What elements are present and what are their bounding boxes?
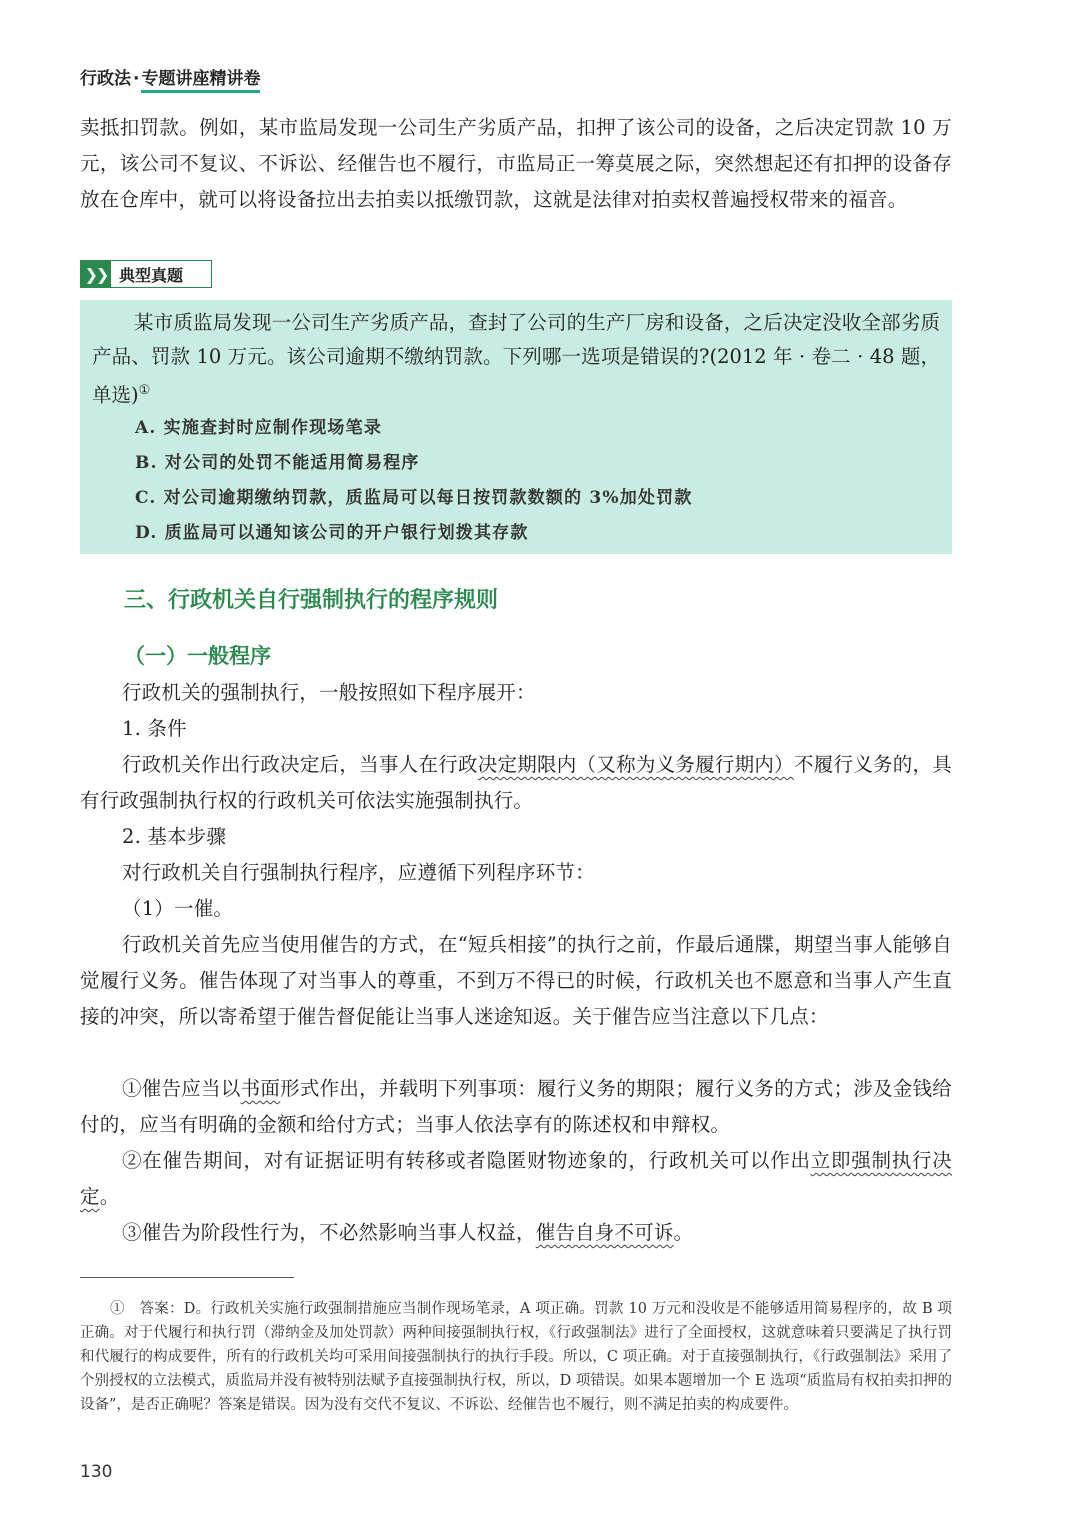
intro-paragraph: 卖抵扣罚款。例如，某市监局发现一公司生产劣质产品，扣押了该公司的设备，之后决定罚款 10 万元，该公司不复议、不诉讼、经催告也不履行，市监局正一筹莫展之际，突然想起还有扣押的设备存放在仓库中，就可以将设备拉出去拍卖以抵缴罚款，这就是法律对拍卖权普遍授权带来的福音。 [80,116,952,211]
section-title: 三、行政机关自行强制执行的程序规则 [124,588,499,613]
header-dot: · [133,69,140,89]
emphasis-not-litigable: 催告自身不可诉 [535,1221,674,1244]
body-paragraph-5: ①催告应当以书面形式作出，并载明下列事项：履行义务的期限；履行义务的方式；涉及金钱给付的，应当有明确的金额和给付方式；当事人依法享有的陈述权和申辩权。 [80,1077,952,1136]
tag-label: 典型真题 [119,265,184,285]
heading-conditions: 1. 条件 [122,717,187,740]
subsection-title: （一）一般程序 [124,643,271,668]
body-paragraph-1: 行政机关的强制执行，一般按照如下程序展开： [122,681,536,704]
emphasis-immediate-enforcement: 立即强制执行决定 [80,1149,952,1208]
running-header [80,64,260,93]
footnote-divider [80,1277,294,1278]
option-d: D. 质监局可以通知该公司的开户银行划拨其存款 [135,523,529,543]
question-box [80,300,952,554]
question-stem: 某市质监局发现一公司生产劣质产品，查封了公司的生产厂房和设备，之后决定没收全部劣质产品、罚款 10 万元。该公司逾期不缴纳罚款。下列哪一选项是错误的?(2012 年 · 卷二 · 48 题，单选)① [92,311,940,407]
double-chevron-icon: ❯❯ [81,261,111,287]
body-paragraph-7: ③催告为阶段性行为，不必然影响当事人权益，催告自身不可诉。 [122,1221,694,1244]
body-paragraph-3: 对行政机关自行强制执行程序，应遵循下列程序环节： [122,861,595,884]
header-subtitle: 专题讲座精讲卷 [141,64,260,93]
emphasis-deadline: 决定期限内（又称为义务履行期内） [477,753,794,776]
heading-step-one: （1）一催。 [122,897,234,920]
option-b: B. 对公司的处罚不能适用简易程序 [135,453,420,473]
header-title: 行政法 [80,69,131,89]
footnote-mark: ① [138,383,151,398]
emphasis-written: 书面 [240,1077,281,1100]
option-a: A. 实施查封时应制作现场笔录 [135,418,383,438]
heading-basic-steps: 2. 基本步骤 [122,825,227,848]
typical-question-tag [80,260,212,288]
option-c: C. 对公司逾期缴纳罚款，质监局可以每日按罚款数额的 3%加处罚款 [135,488,693,508]
body-paragraph-6: ②在催告期间，对有证据证明有转移或者隐匿财物迹象的，行政机关可以作出立即强制执行决定。 [80,1149,952,1208]
footnote: ① 答案：D。行政机关实施行政强制措施应当制作现场笔录，A 项正确。罚款 10 万元和没收是不能够适用简易程序的，故 B 项正确。对于代履行和执行罚（滞纳金及加处罚款）两种间接强制执行权，《行政强制法》进行了全面授权，这就意味着只要满足了执行罚和代履行的构成要件，所有的行政机关均可采用间接强制执行的执行手段。所以，C 项正确。对于直接强制执行，《行政强制法》采用了个别授权的立法模式，质监局并没有被特别法赋予直接强制执行权，所以，D 项错误。如果本题增加一个 E 选项“质监局有权拍卖扣押的设备”，是否正确呢？答案是错误。因为没有交代不复议、不诉讼、经催告也不履行，则不满足拍卖的构成要件。 [80,1301,952,1413]
page-number: 130 [80,1462,113,1482]
body-paragraph-4: 行政机关首先应当使用催告的方式，在“短兵相接”的执行之前，作最后通牒，期望当事人能够自觉履行义务。催告体现了对当事人的尊重，不到万不得已的时候，行政机关也不愿意和当事人产生直接的冲突，所以寄希望于催告督促能让当事人迷途知返。关于催告应当注意以下几点： [80,933,952,1028]
body-paragraph-2: 行政机关作出行政决定后，当事人在行政决定期限内（又称为义务履行期内）不履行义务的，具有行政强制执行权的行政机关可依法实施强制执行。 [80,753,952,812]
